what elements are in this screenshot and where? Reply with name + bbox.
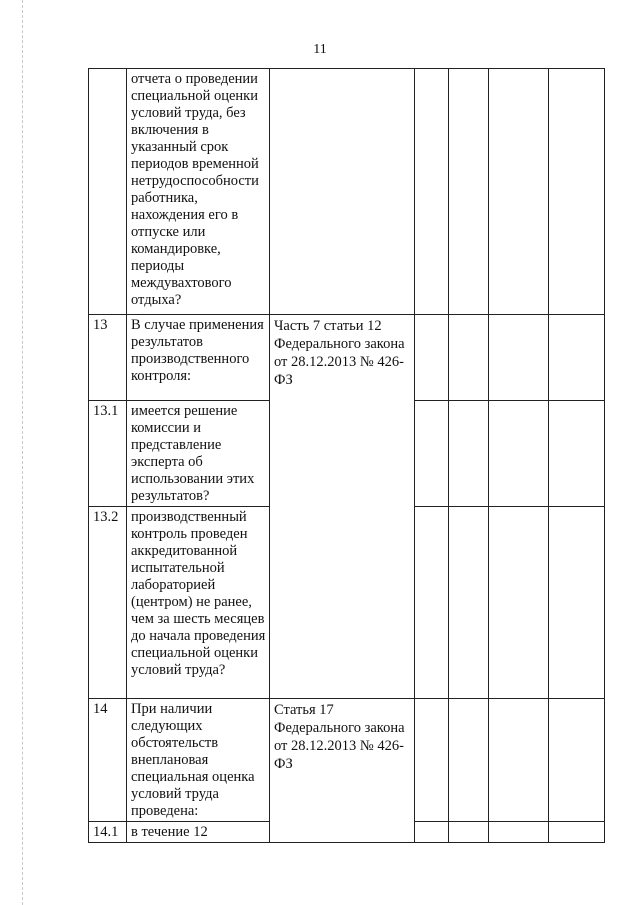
answer-yes-cell bbox=[415, 401, 449, 507]
question-text: имеется решение комиссии и представление эксперта об использовании этих результатов? bbox=[127, 401, 270, 507]
item-number: 14 bbox=[89, 699, 127, 822]
question-text: отчета о проведении специальной оценки условий труда, без включения в указанный срок периодов временной нетрудоспособности работника, нахождения его в отпуске или командировке, периоды междувахтового отдыха? bbox=[127, 69, 270, 315]
answer-yes-cell bbox=[415, 822, 449, 843]
table-row bbox=[89, 315, 605, 401]
notes-cell bbox=[549, 69, 605, 315]
answer-no-cell bbox=[449, 315, 489, 401]
notes-cell bbox=[549, 699, 605, 822]
page-number: 11 bbox=[313, 42, 327, 57]
answer-no-cell bbox=[449, 822, 489, 843]
answer-na-cell bbox=[489, 699, 549, 822]
item-number bbox=[89, 69, 127, 315]
answer-na-cell bbox=[489, 69, 549, 315]
item-number: 13.2 bbox=[89, 507, 127, 699]
question-text: При наличии следующих обстоятельств внеплановая специальная оценка условий труда проведена: bbox=[127, 699, 270, 822]
answer-na-cell bbox=[489, 507, 549, 699]
legal-reference bbox=[270, 69, 415, 315]
item-number: 13 bbox=[89, 315, 127, 401]
answer-no-cell bbox=[449, 401, 489, 507]
question-text: В случае применения результатов производственного контроля: bbox=[127, 315, 270, 401]
table-row bbox=[89, 69, 605, 315]
notes-cell bbox=[549, 315, 605, 401]
question-text: производственный контроль проведен аккредитованной испытательной лабораторией (центром) не ранее, чем за шесть месяцев до начала проведения специальной оценки условий труда? bbox=[127, 507, 270, 699]
answer-no-cell bbox=[449, 507, 489, 699]
checklist-table bbox=[88, 68, 605, 843]
question-text: в течение 12 bbox=[127, 822, 270, 843]
answer-no-cell bbox=[449, 699, 489, 822]
legal-reference: Статья 17 Федерального закона от 28.12.2013 № 426-ФЗ bbox=[270, 699, 415, 843]
table-row bbox=[89, 699, 605, 822]
answer-na-cell bbox=[489, 315, 549, 401]
answer-na-cell bbox=[489, 401, 549, 507]
answer-no-cell bbox=[449, 69, 489, 315]
answer-yes-cell bbox=[415, 69, 449, 315]
item-number: 14.1 bbox=[89, 822, 127, 843]
item-number: 13.1 bbox=[89, 401, 127, 507]
answer-yes-cell bbox=[415, 315, 449, 401]
notes-cell bbox=[549, 507, 605, 699]
answer-na-cell bbox=[489, 822, 549, 843]
legal-reference: Часть 7 статьи 12 Федерального закона от 28.12.2013 № 426-ФЗ bbox=[270, 315, 415, 699]
notes-cell bbox=[549, 401, 605, 507]
answer-yes-cell bbox=[415, 507, 449, 699]
answer-yes-cell bbox=[415, 699, 449, 822]
scan-edge-marks bbox=[22, 0, 23, 905]
notes-cell bbox=[549, 822, 605, 843]
